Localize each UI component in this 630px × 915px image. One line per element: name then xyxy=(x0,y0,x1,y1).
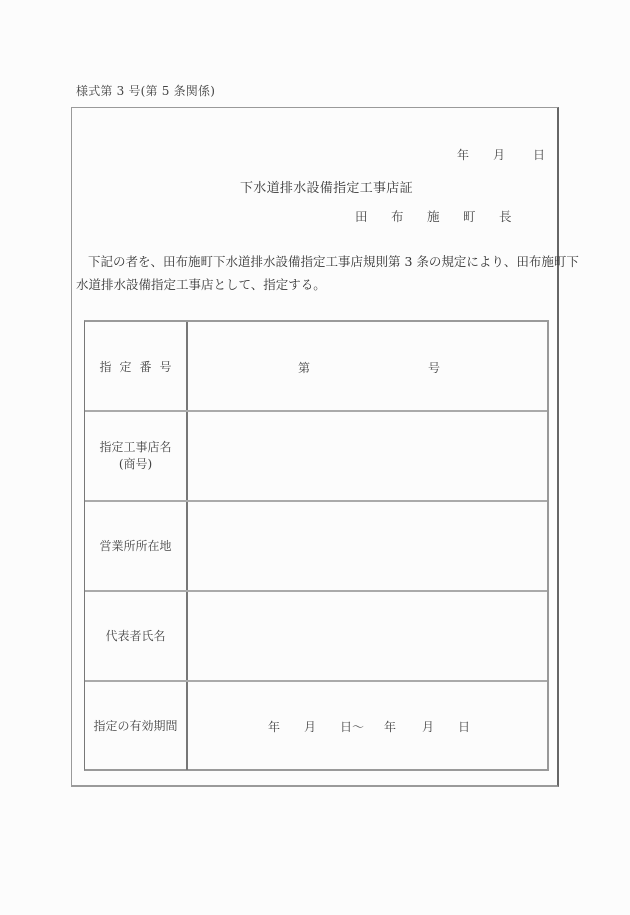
number-suffix: 号 xyxy=(428,360,441,375)
table-row-office-address xyxy=(85,500,547,590)
start-month: 月 xyxy=(304,719,317,734)
form-number-label: 様式第 3 号(第 5 条関係) xyxy=(76,84,216,98)
issuer-name xyxy=(355,207,512,225)
end-month: 月 xyxy=(422,719,435,734)
value-office-address[interactable] xyxy=(188,502,547,590)
issuer-char: 長 xyxy=(499,209,512,224)
date-year: 年 xyxy=(457,148,470,162)
issuer-char: 布 xyxy=(391,209,404,224)
certificate-title: 下水道排水設備指定工事店証 xyxy=(240,181,413,196)
label-office-address: 営業所所在地 xyxy=(85,502,188,590)
issuer-char: 町 xyxy=(463,209,476,224)
body-line-1: 下記の者を、田布施町下水道排水設備指定工事店規則第 3 条の規定により、田布施町下 xyxy=(88,254,579,269)
table-row-shop-name xyxy=(85,410,547,500)
number-prefix: 第 xyxy=(298,360,311,375)
table-row-designation-number xyxy=(85,322,547,412)
label-designation-number: 指 定 番 号 xyxy=(85,322,188,412)
value-designation-number[interactable] xyxy=(188,322,547,412)
start-year: 年 xyxy=(268,719,281,734)
value-validity-period[interactable] xyxy=(188,682,547,770)
label-validity-period: 指定の有効期間 xyxy=(85,682,188,770)
table-row-representative xyxy=(85,590,547,680)
start-day: 日～ xyxy=(340,719,365,734)
issuer-char: 田 xyxy=(355,209,368,224)
date-day: 日 xyxy=(533,148,546,162)
label-representative: 代表者氏名 xyxy=(85,592,188,680)
end-year: 年 xyxy=(384,719,397,734)
date-month: 月 xyxy=(493,148,506,162)
certificate-table xyxy=(84,320,549,771)
value-representative[interactable] xyxy=(188,592,547,680)
issuer-char: 施 xyxy=(427,209,440,224)
certificate-body xyxy=(76,250,579,296)
end-day: 日 xyxy=(458,719,471,734)
label-shop-name: 指定工事店名 (商号) xyxy=(85,412,188,500)
table-row-validity-period xyxy=(85,680,547,770)
value-shop-name[interactable] xyxy=(188,412,547,500)
issue-date xyxy=(457,146,545,163)
body-line-2: 水道排水設備指定工事店として、指定する。 xyxy=(76,277,326,292)
